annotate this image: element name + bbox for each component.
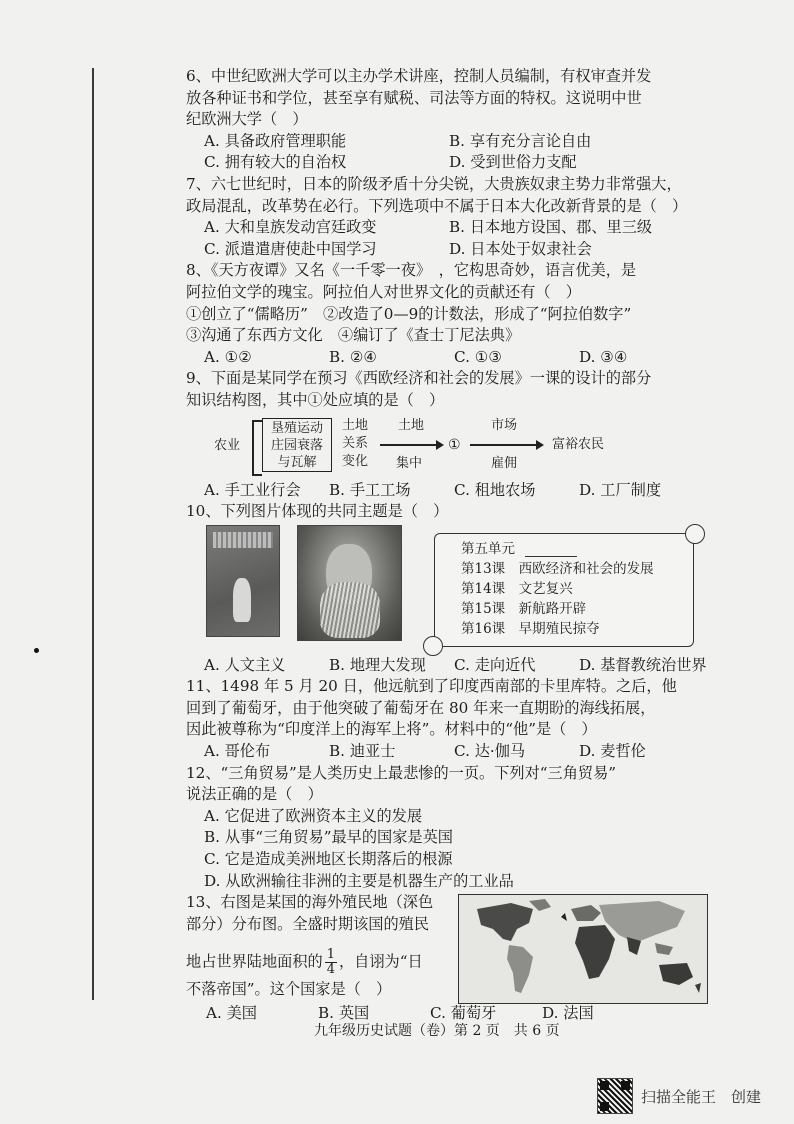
q7-option-a[interactable]: A. 大和皇族发动宫廷政变 [204, 218, 377, 237]
q10-options-row [186, 655, 726, 677]
scroll-unit-title: 第五单元 [461, 540, 515, 557]
q13-fraction-suffix: ，自诩为“日 [338, 952, 423, 971]
diagram-relation-line: 土地 [342, 417, 369, 433]
scroll-lesson-line: 第14课 文艺复兴 [461, 580, 573, 597]
question-11 [186, 676, 726, 762]
q11-text-line: 因此被尊称为“印度洋上的海军上将”。材料中的“他”是（ ） [186, 720, 597, 739]
scroll-lesson-line: 第13课 西欧经济和社会的发展 [461, 560, 654, 577]
q6-text-line: 6、中世纪欧洲大学可以主办学术讲座，控制人员编制，有权审查并发 [186, 67, 652, 85]
watermark-text: 扫描全能王 创建 [641, 1087, 762, 1106]
scanner-watermark [597, 1078, 761, 1114]
question-10 [186, 501, 726, 676]
scroll-lesson-line: 第15课 新航路开辟 [461, 600, 587, 617]
diagram-box-line: 与瓦解 [277, 454, 317, 470]
q8-option-a[interactable]: A. ①② [204, 347, 252, 366]
qr-code-icon [597, 1078, 633, 1114]
margin-dot [34, 648, 39, 653]
arrow-1 [380, 444, 442, 446]
portrait-beard [320, 582, 380, 638]
q8-option-d[interactable]: D. ③④ [579, 347, 628, 366]
book-figure [233, 578, 251, 622]
binding-margin-line [92, 68, 94, 1000]
arrow-2-top-label: 市场 [491, 417, 518, 433]
q12-text-line: 说法正确的是（ ） [186, 785, 323, 804]
q11-text-line: 11、1498 年 5 月 20 日，他远航到了印度西南部的卡里库特。之后，他 [186, 677, 677, 696]
q10-option-c[interactable]: C. 走向近代 [454, 655, 536, 674]
q8-text-line: ①创立了“儒略历” ②改造了0—9的计数法，形成了“阿拉伯数字” [186, 304, 632, 323]
q9-option-b[interactable]: B. 手工工场 [329, 480, 411, 499]
diagram-relation-line: 变化 [342, 453, 369, 469]
q6-option-b[interactable]: B. 享有充分言论自由 [449, 131, 592, 150]
q12-option-a[interactable]: A. 它促进了欧洲资本主义的发展 [204, 806, 423, 825]
fraction-denominator: 4 [326, 962, 335, 978]
q7-text-line: 7、六七世纪时，日本的阶级矛盾十分尖锐，大贵族奴隶主势力非常强大， [186, 174, 682, 193]
diagram-start-label: 农业 [214, 437, 241, 453]
q13-option-d[interactable]: D. 法国 [542, 1004, 594, 1023]
question-13 [186, 892, 726, 1024]
world-map-icon [459, 895, 707, 1003]
knowledge-structure-diagram [186, 416, 726, 476]
diagram-box-line: 庄园衰落 [270, 437, 323, 453]
q6-options-row [186, 152, 726, 174]
q13-body [186, 892, 726, 1000]
colonial-world-map [458, 894, 708, 1004]
question-8 [186, 260, 726, 368]
q9-text-line: 9、下面是某同学在预习《西欧经济和社会的发展》一课的设计的部分 [186, 369, 652, 388]
q13-text [186, 892, 466, 935]
q13-option-b[interactable]: B. 英国 [318, 1004, 370, 1023]
question-9 [186, 368, 726, 501]
q9-option-a[interactable]: A. 手工业行会 [204, 480, 301, 499]
q7-options-row [186, 239, 726, 261]
q8-text-line: 阿拉伯文学的瑰宝。阿拉伯人对世界文化的贡献还有（ ） [186, 282, 581, 301]
diagram-end-label: 富裕农民 [552, 436, 605, 452]
q13-text-line: 13、右图是某国的海外殖民地（深色 [186, 893, 434, 912]
book-title-lettering [213, 532, 273, 548]
scroll-lesson-line: 第16课 早期殖民掠夺 [461, 620, 600, 637]
q7-option-d[interactable]: D. 日本处于奴隶社会 [449, 239, 592, 258]
q7-option-c[interactable]: C. 派遣遣唐使赴中国学习 [204, 239, 377, 258]
q6-option-c[interactable]: C. 拥有较大的自治权 [204, 153, 347, 172]
q13-option-a[interactable]: A. 美国 [206, 1004, 257, 1023]
q10-option-d[interactable]: D. 基督教统治世界 [579, 655, 707, 674]
diagram-bracket [252, 420, 262, 476]
question-7 [186, 174, 726, 260]
q6-option-a[interactable]: A. 具备政府管理职能 [204, 131, 347, 150]
q9-option-c[interactable]: C. 租地农场 [454, 480, 536, 499]
fraction-numerator: 1 [326, 947, 335, 963]
divine-comedy-cover-image [206, 525, 280, 637]
q8-option-c[interactable]: C. ①③ [454, 347, 502, 366]
diagram-blank-node: ① [448, 436, 461, 453]
q7-text-line: 政局混乱，改革势在必行。下列选项中不属于日本大化改新背景的是（ ） [186, 196, 688, 215]
diagram-relation-line: 关系 [342, 435, 369, 451]
arrow-1-bottom-label: 集中 [396, 455, 423, 471]
q8-text-line: ③沟通了东西方文化 ④编订了《查士丁尼法典》 [186, 326, 521, 345]
q6-text-line: 纪欧洲大学（ ） [186, 110, 308, 129]
q13-text-line: 不落帝国”。这个国家是（ ） [186, 980, 392, 999]
q11-option-d[interactable]: D. 麦哲伦 [579, 742, 646, 761]
diagram-box-line: 垦殖运动 [270, 420, 323, 436]
q7-options-row [186, 217, 726, 239]
q12-option-d[interactable]: D. 从欧洲输往非洲的主要是机器生产的工业品 [204, 871, 514, 890]
question-6 [186, 66, 726, 174]
q10-text-line: 10、下列图片体现的共同主题是（ ） [186, 502, 449, 521]
q11-options-row [186, 741, 726, 763]
arrow-1-top-label: 土地 [398, 417, 425, 433]
q13-option-c[interactable]: C. 葡萄牙 [430, 1004, 497, 1023]
question-12 [186, 763, 726, 893]
questions-column [186, 66, 726, 1024]
one-quarter-fraction [325, 948, 337, 977]
q11-option-a[interactable]: A. 哥伦布 [204, 742, 271, 761]
q13-fraction-prefix: 地占世界陆地面积的 [186, 952, 323, 971]
unit-contents-scroll [434, 533, 694, 647]
q6-text-line: 放各种证书和学位，甚至享有赋税、司法等方面的特权。这说明中世 [186, 88, 642, 107]
q12-option-b[interactable]: B. 从事“三角贸易”最早的国家是英国 [204, 828, 453, 847]
da-vinci-portrait-image [297, 525, 402, 641]
q13-text-line: 部分）分布图。全盛时期该国的殖民 [186, 914, 429, 933]
q9-option-d[interactable]: D. 工厂制度 [579, 480, 662, 499]
arrow-2-bottom-label: 雇佣 [491, 455, 518, 471]
q9-text-line: 知识结构图，其中①处应填的是（ ） [186, 390, 445, 409]
q8-text-line: 8、《天方夜谭》又名《一千零一夜》 ，它构思奇妙，语言优美，是 [186, 261, 637, 280]
arrow-2 [470, 444, 542, 446]
q13-fraction-line [186, 948, 423, 977]
q6-options-row [186, 131, 726, 153]
scroll-underline [525, 556, 577, 557]
q11-text-line: 回到了葡萄牙，由于他突破了葡萄牙在 80 年来一直期盼的海线拓展， [186, 698, 656, 717]
q12-text-line: 12、“三角贸易”是人类历史上最悲惨的一页。下列对“三角贸易” [186, 763, 617, 782]
q10-images [186, 525, 726, 655]
diagram-box [262, 418, 332, 472]
q10-option-b[interactable]: B. 地理大发现 [329, 655, 426, 674]
q11-option-b[interactable]: B. 迪亚士 [329, 742, 396, 761]
q7-option-b[interactable]: B. 日本地方设国、郡、里三级 [449, 218, 653, 237]
q9-options-row [186, 480, 726, 502]
q10-option-a[interactable]: A. 人文主义 [204, 655, 286, 674]
page-footer: 九年级历史试题（卷）第 2 页 共 6 页 [314, 1023, 560, 1039]
q11-option-c[interactable]: C. 达·伽马 [454, 742, 526, 761]
q6-option-d[interactable]: D. 受到世俗力支配 [449, 153, 577, 172]
q12-option-c[interactable]: C. 它是造成美洲地区长期落后的根源 [204, 850, 453, 869]
q8-options-row [186, 347, 726, 369]
q8-option-b[interactable]: B. ②④ [329, 347, 378, 366]
